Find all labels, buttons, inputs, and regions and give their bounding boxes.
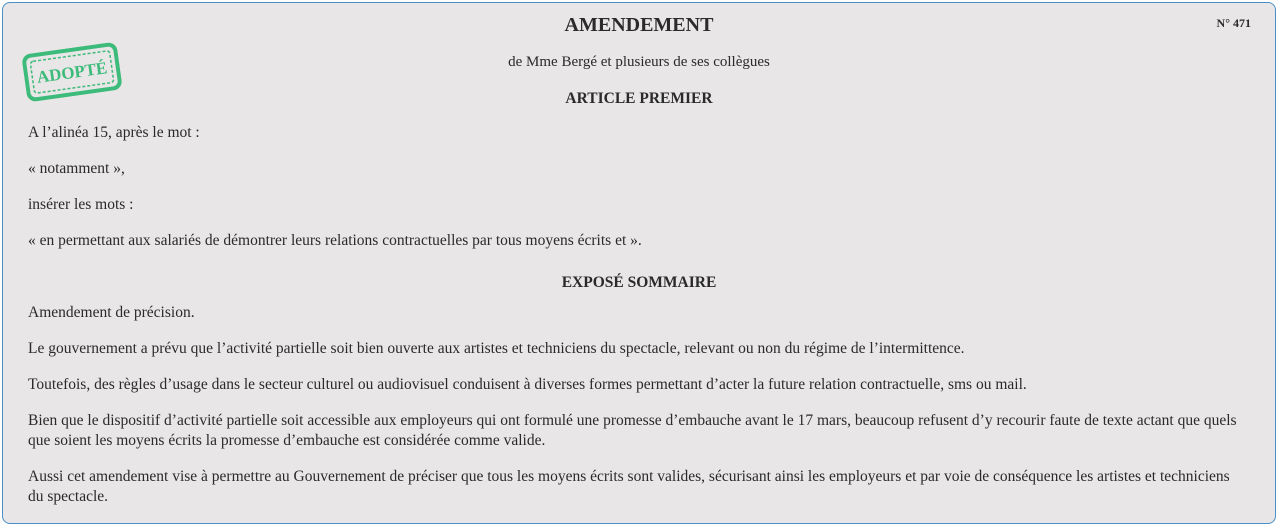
expose-paragraph: Amendement de précision. [28,304,195,321]
amendment-card [2,2,1276,524]
article-line: « notamment », [28,160,125,177]
expose-paragraph: Bien que le dispositif d’activité partielle soit accessible aux employeurs qui ont formulé une promesse d’embauche avant le 17 mars, beaucoup refusent d’y recourir faute de texte actant que quels que soient les moyens écrits la promesse d’embauche est considérée comme valide. [28,412,1237,449]
article-heading: ARTICLE PREMIER [565,90,713,107]
article-line: A l’alinéa 15, après le mot : [28,124,200,141]
expose-paragraph: Aussi cet amendement vise à permettre au Gouvernement de préciser que tous les moyens écrits sont valides, sécurisant ainsi les employeurs et par voie de conséquence les artistes et techniciens du spectacle. [28,468,1230,505]
svg-text:ADOPTÉ: ADOPTÉ [35,58,109,87]
article-line: insérer les mots : [28,196,134,213]
expose-paragraph: Toutefois, des règles d’usage dans le secteur culturel ou audiovisuel conduisent à diverses formes permettant d’acter la future relation contractuelle, sms ou mail. [28,376,1027,393]
expose-paragraph: Le gouvernement a prévu que l’activité partielle soit bien ouverte aux artistes et techniciens du spectacle, relevant ou non du régime de l’intermittence. [28,340,965,357]
document-title: AMENDEMENT [564,14,714,36]
amendment-number: N° 471 [1216,16,1251,30]
article-line: « en permettant aux salariés de démontrer leurs relations contractuelles par tous moyens écrits et ». [28,232,642,249]
amendment-authors: de Mme Bergé et plusieurs de ses collègues [508,54,770,70]
expose-heading: EXPOSÉ SOMMAIRE [561,274,717,291]
